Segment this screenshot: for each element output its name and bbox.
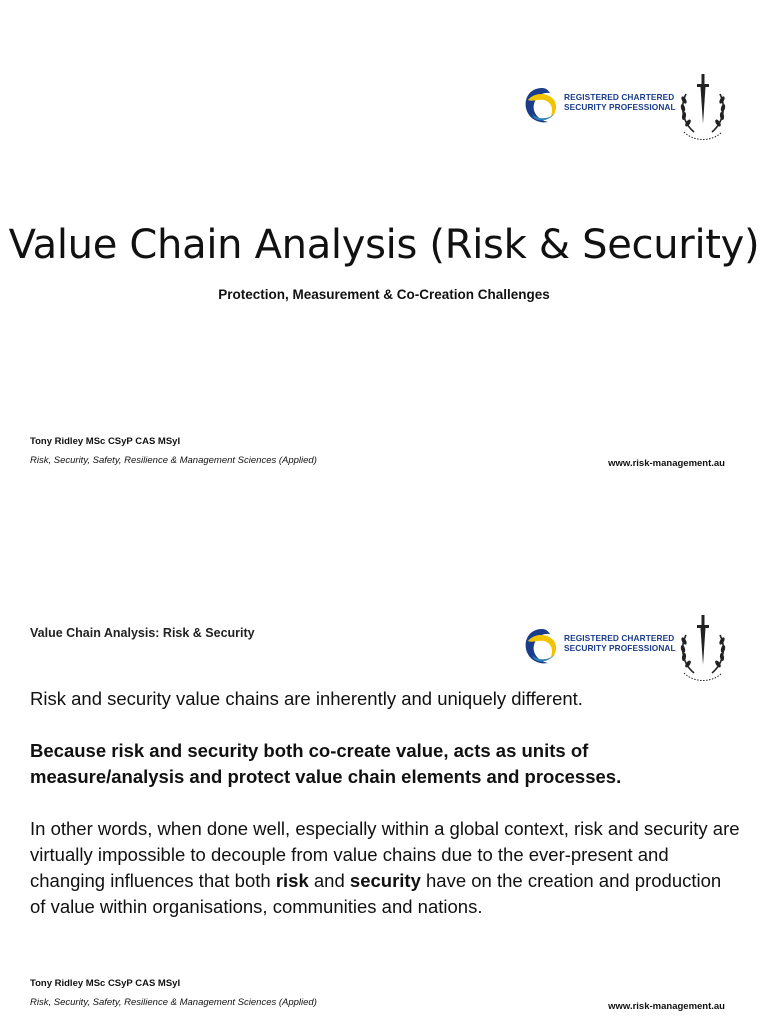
logo-text-line1: REGISTERED CHARTERED	[564, 92, 675, 102]
paragraph-detail-part3: have on the creation and production of value within organisations, communities and nations.	[30, 870, 722, 917]
website-link[interactable]: www.risk-management.au	[608, 458, 725, 469]
logo-text-line2: SECURITY PROFESSIONAL	[564, 102, 676, 112]
rcsp-logo	[522, 613, 742, 693]
content-slide	[0, 512, 768, 1024]
paragraph-detail-part2: and	[308, 870, 350, 891]
registered-chartered-ring-icon	[522, 84, 562, 128]
author-name: Tony Ridley MSc CSyP CAS MSyI	[30, 436, 181, 447]
registered-chartered-ring-icon	[522, 625, 562, 669]
sword-laurel-crest-icon	[672, 72, 734, 150]
author-field: Risk, Security, Safety, Resilience & Management Sciences (Applied)	[30, 455, 317, 466]
paragraph-intro: Risk and security value chains are inherently and uniquely different.	[30, 688, 583, 709]
author-name: Tony Ridley MSc CSyP CAS MSyI	[30, 978, 181, 989]
paragraph-emphasis: Because risk and security both co-create value, acts as units of measure/analysis and protect value chain elements and processes.	[30, 740, 622, 787]
slide-header: Value Chain Analysis: Risk & Security	[30, 626, 255, 640]
slide-subtitle: Protection, Measurement & Co-Creation Challenges	[218, 287, 550, 302]
author-field: Risk, Security, Safety, Resilience & Management Sciences (Applied)	[30, 997, 317, 1008]
slide-title: Value Chain Analysis (Risk & Security)	[8, 222, 760, 268]
website-link[interactable]: www.risk-management.au	[608, 1001, 725, 1012]
paragraph-detail	[30, 816, 740, 920]
paragraph-detail-part1: In other words, when done well, especially within a global context, risk and security are virtually impossible to decouple from value chains due to the ever-present and changing influences that both	[30, 818, 740, 891]
logo-text	[564, 92, 684, 112]
bold-risk: risk	[275, 870, 309, 891]
logo-text	[564, 633, 684, 653]
rcsp-logo	[522, 72, 742, 152]
logo-text-line2: SECURITY PROFESSIONAL	[564, 643, 676, 653]
logo-text-line1: REGISTERED CHARTERED	[564, 633, 675, 643]
bold-security: security	[349, 870, 421, 891]
sword-laurel-crest-icon	[672, 613, 734, 691]
